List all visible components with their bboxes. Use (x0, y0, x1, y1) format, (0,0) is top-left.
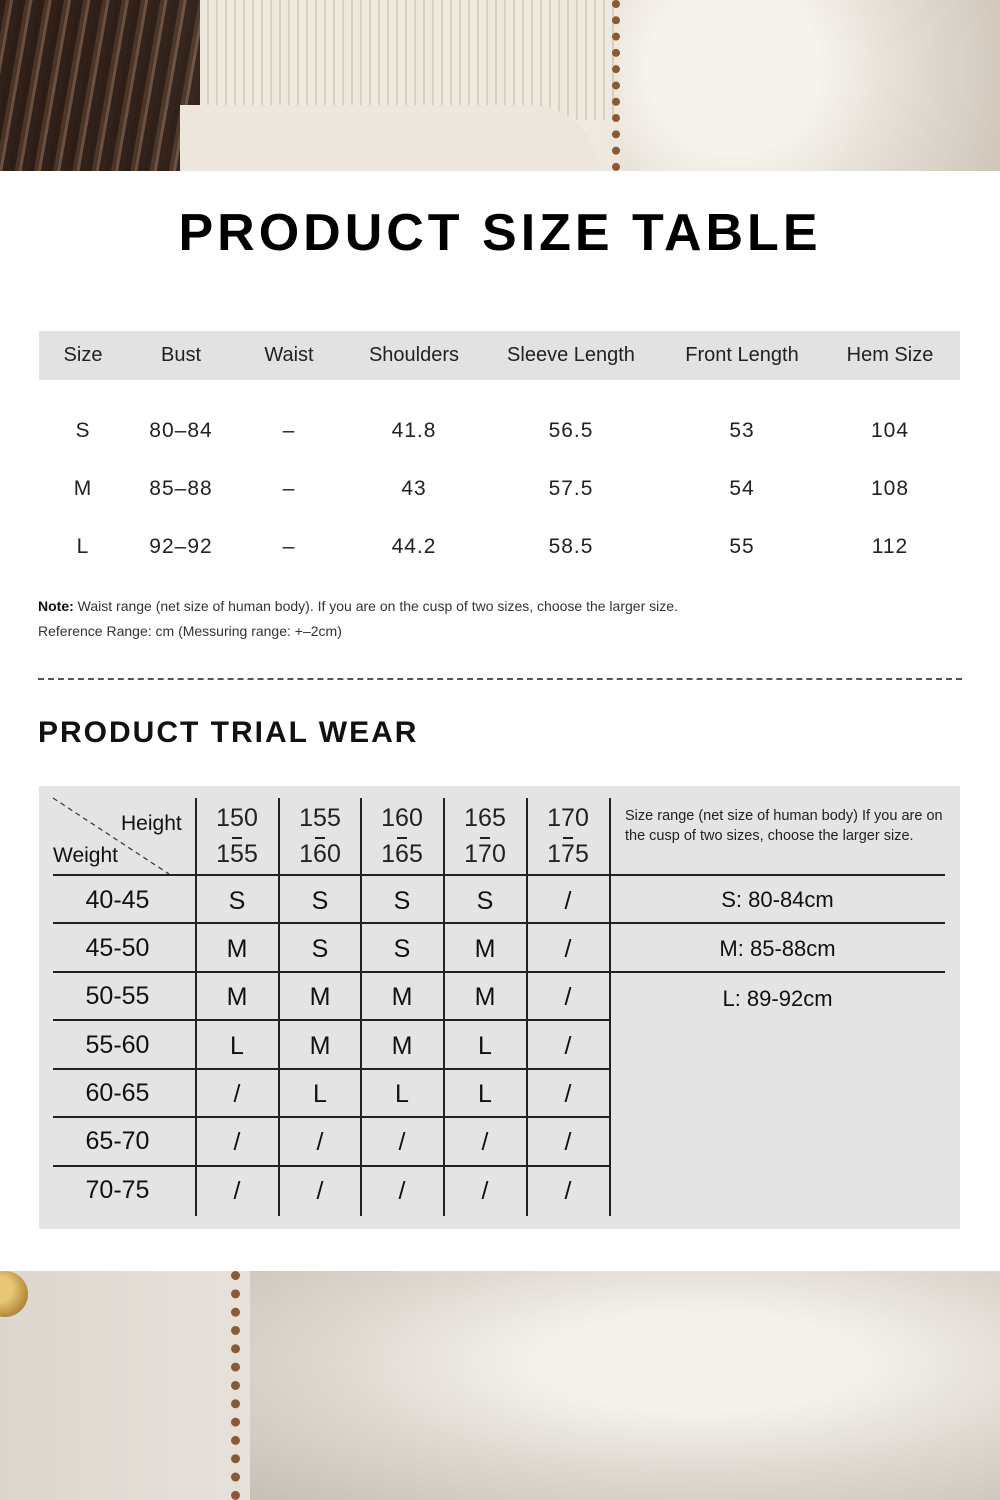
photo-fur-detail (250, 1271, 1000, 1500)
size-cell: / (481, 1128, 489, 1156)
table-cell: 43 (401, 477, 427, 500)
size-cell: / (233, 1177, 241, 1205)
size-cell: L (395, 1080, 409, 1108)
section-divider (38, 678, 962, 680)
size-table-title: PRODUCT SIZE TABLE (178, 204, 822, 262)
photo-hair (0, 0, 200, 171)
height-dash (232, 837, 242, 839)
weight-label: 60-65 (85, 1079, 150, 1107)
size-cell: S (311, 887, 329, 915)
table-cell: S (75, 419, 91, 442)
size-cell: L (478, 1032, 492, 1060)
table-cell: 56.5 (548, 419, 594, 442)
size-range-m: M: 85-88cm (719, 936, 836, 961)
corner-weight-label: Weight (53, 844, 118, 867)
height-top: 150 (216, 804, 258, 832)
size-cell: / (564, 1128, 572, 1156)
height-bottom: 170 (464, 840, 506, 868)
height-top: 165 (464, 804, 506, 832)
height-header (527, 786, 609, 874)
height-top: 155 (299, 804, 341, 832)
size-cell: / (316, 1128, 324, 1156)
height-bottom: 165 (381, 840, 423, 868)
table-cell: 80–84 (149, 419, 213, 442)
height-bottom: 160 (299, 840, 341, 868)
table-row (39, 527, 960, 567)
header-shoulders: Shoulders (368, 344, 460, 366)
size-cell: / (316, 1177, 324, 1205)
table-cell: L (76, 535, 90, 558)
size-cell: M (226, 983, 248, 1011)
height-header (444, 786, 526, 874)
size-cell: / (398, 1128, 406, 1156)
table-cell: – (282, 477, 296, 500)
size-cell: / (564, 983, 572, 1011)
reference-line: Reference Range: cm (Messuring range: +–2cm) (38, 623, 342, 639)
height-top: 170 (547, 804, 589, 832)
height-dash (397, 837, 407, 839)
height-bottom: 155 (216, 840, 258, 868)
weight-label: 45-50 (85, 934, 150, 962)
photo-scalloped-trim (200, 1271, 240, 1500)
table-cell: 57.5 (548, 477, 594, 500)
size-cell: S (228, 887, 246, 915)
trial-wear-table (39, 786, 960, 1229)
height-dash (315, 837, 325, 839)
size-range-info: Size range (net size of human body) If you are on the cusp of two sizes, choose the larger size. (625, 808, 943, 844)
size-cell: S (393, 935, 411, 963)
size-cell: / (564, 1080, 572, 1108)
table-cell: 41.8 (391, 419, 437, 442)
size-notes (38, 594, 678, 644)
height-header (196, 786, 278, 874)
table-cell: 53 (729, 419, 755, 442)
table-cell: 54 (729, 477, 755, 500)
weight-label: 50-55 (85, 982, 150, 1010)
table-row (39, 469, 960, 509)
table-cell: 85–88 (149, 477, 213, 500)
note-line (38, 594, 678, 619)
photo-coat-collar (180, 105, 600, 171)
table-row (39, 411, 960, 451)
corner-height-label: Height (121, 812, 182, 835)
photo-scalloped-trim (560, 0, 620, 171)
header-hem-size: Hem Size (846, 344, 934, 366)
height-dash (563, 837, 573, 839)
size-range-s: S: 80-84cm (721, 887, 834, 912)
height-top: 160 (381, 804, 423, 832)
header-waist: Waist (264, 344, 314, 366)
top-product-photo (0, 0, 1000, 171)
size-cell: M (391, 983, 413, 1011)
size-cell: M (391, 1032, 413, 1060)
height-header (279, 786, 361, 874)
size-cell: / (564, 935, 572, 963)
height-dash (480, 837, 490, 839)
height-bottom: 175 (547, 840, 589, 868)
size-cell: L (230, 1032, 244, 1060)
table-cell: – (282, 419, 296, 442)
size-cell: / (564, 1032, 572, 1060)
size-cell: / (481, 1177, 489, 1205)
size-cell: / (398, 1177, 406, 1205)
header-bust: Bust (160, 344, 202, 366)
size-cell: / (564, 1177, 572, 1205)
size-cell: M (226, 935, 248, 963)
trial-wear-title: PRODUCT TRIAL WEAR (38, 716, 419, 749)
size-cell: / (233, 1128, 241, 1156)
table-cell: 58.5 (548, 535, 594, 558)
size-cell: M (309, 1032, 331, 1060)
table-cell: 55 (729, 535, 755, 558)
size-cell: S (393, 887, 411, 915)
bottom-product-photo (0, 1271, 1000, 1500)
size-cell: M (309, 983, 331, 1011)
header-front-length: Front Length (685, 344, 799, 366)
note-text: Waist range (net size of human body). If you are on the cusp of two sizes, choose the larger size. (73, 598, 678, 614)
header-sleeve-length: Sleeve Length (507, 344, 635, 366)
table-cell: 92–92 (149, 535, 213, 558)
weight-label: 70-75 (85, 1176, 150, 1204)
table-cell: 104 (870, 419, 910, 442)
table-cell: 108 (870, 477, 910, 500)
table-cell: – (282, 535, 296, 558)
size-range-l: L: 89-92cm (722, 986, 833, 1011)
size-table-header (39, 331, 960, 380)
weight-label: 40-45 (85, 886, 150, 914)
weight-label: 55-60 (85, 1031, 150, 1059)
photo-fur-collar (620, 0, 1000, 171)
corner-cell (39, 786, 196, 874)
table-cell: 44.2 (391, 535, 437, 558)
size-cell: L (478, 1080, 492, 1108)
table-cell: 112 (871, 535, 909, 558)
size-cell: S (476, 887, 494, 915)
size-cell: / (233, 1080, 241, 1108)
size-cell: M (474, 983, 496, 1011)
weight-label: 65-70 (85, 1127, 150, 1155)
photo-gold-button (0, 1271, 28, 1317)
table-cell: M (73, 477, 93, 500)
header-size: Size (63, 344, 103, 366)
note-label: Note: (38, 598, 74, 614)
size-cell: L (313, 1080, 327, 1108)
size-cell: M (474, 935, 496, 963)
size-cell: / (564, 887, 572, 915)
height-header (361, 786, 443, 874)
size-cell: S (311, 935, 329, 963)
